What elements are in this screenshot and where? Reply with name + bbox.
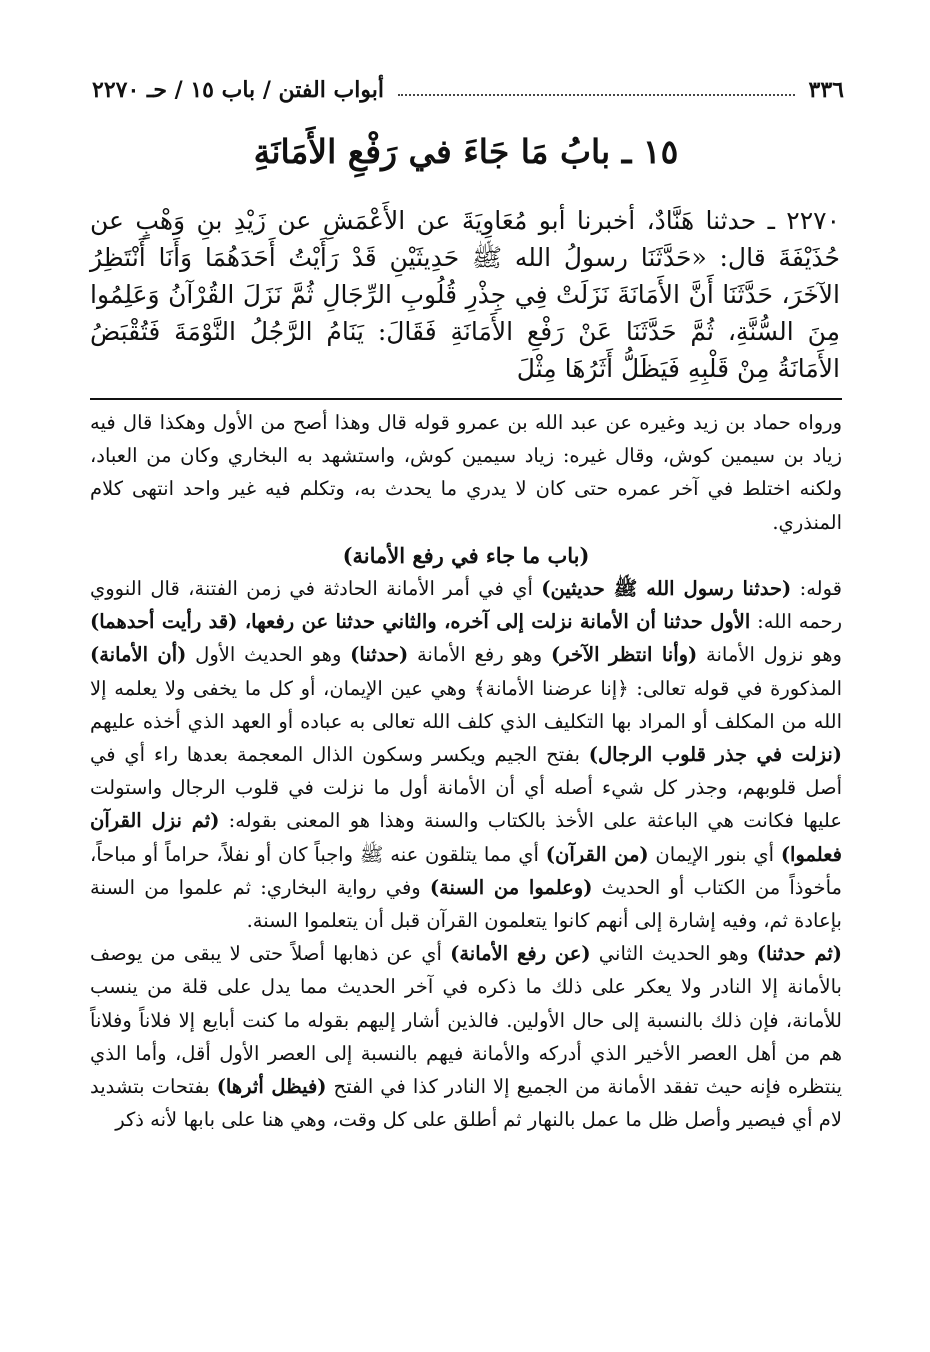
commentary-paragraph-1: قوله: (حدثنا رسول الله ﷺ حديثين) أي في أمر الأمانة الحادثة في زمن الفتنة، قال النووي رحمه الله: الأول حدثنا أن الأمانة نزلت إلى آخره، والثاني حدثنا عن رفعها، (قد رأيت أحدهما) وهو نزول الأمانة (وأنا انتظر الآخر) وهو رفع الأمانة (حدثنا) وهو الحديث الأول (أن الأمانة) المذكورة في قوله تعالى: ﴿إنا عرضنا الأمانة﴾ وهي عين الإيمان، أو كل ما يخفى ولا يعلمه إلا الله من المكلف أو المراد بها التكليف الذي كلف الله تعالى به عباده أو العهد الذي أخذه عليهم (نزلت في جذر قلوب الرجال) بفتح الجيم ويكسر وسكون الذال المعجمة بعدها راء أي في أصل قلوبهم، وجذر كل شيء أصله أي أن الأمانة أول ما نزلت في قلوب الرجال واستولت عليها فكانت هي الباعثة على الأخذ بالكتاب والسنة وهذا هو المعنى بقوله: (ثم نزل القرآن فعلموا) أي بنور الإيمان (من القرآن) أي مما يتلقون عنه ﷺ واجباً كان أو نفلاً، حراماً أو مباحاً، مأخوذاً من الكتاب أو الحديث (وعلموا من السنة) وفي رواية البخاري: ثم علموا من السنة بإعادة ثم، وفيه إشارة إلى أنهم كانوا يتعلمون القرآن قبل أن يتعلموا السنة. (90, 577, 842, 933)
header-dotted-leader (398, 84, 795, 96)
running-header (92, 70, 844, 110)
commentary-intro: ورواه حماد بن زيد وغيره عن عبد الله بن عمرو قوله قال وهذا أصح من الأول وهكذا قال فيه زياد بن سيمين كوش، وقال غيره: زياد سيمين كوش، واستشهد به البخاري وكان من العباد، ولكنه اختلط في آخر عمره حتى كان لا يدري ما يحدث به، وتكلم فيه غير واحد انتهى كلام المنذري. (90, 411, 842, 534)
hadith-text: ٢٢٧٠ ـ حدثنا هَنَّادٌ، أخبرنا أبو مُعَاوِيَةَ عن الأَعْمَشِ عن زَيْدِ بنِ وَهْبٍ عن حُذَيْفَةَ قال: «حَدَّثَنَا رسولُ الله ﷺ حَدِيثَيْنِ قَدْ رَأَيْتُ أَحَدَهُمَا وَأَنَا أَنْتَظِرُ الآخَرَ، حَدَّثَنَا أَنَّ الأَمَانَةَ نَزَلَتْ فِي جِذْرِ قُلُوبِ الرِّجَالِ ثُمَّ نَزَلَ القُرْآنُ وَعَلِمُوا مِنَ السُّنَّةِ، ثُمَّ حَدَّثَنَا عَنْ رَفْعِ الأَمَانَةِ فَقَالَ: يَنَامُ الرَّجُلُ النَّوْمَةَ فَتُقْبَضُ الأَمَانَةُ مِنْ قَلْبِهِ فَيَظَلُّ أَثَرُهَا مِثْلَ (90, 206, 840, 383)
chapter-title: ١٥ ـ بابُ مَا جَاءَ في رَفْعِ الأَمَانَةِ (253, 132, 679, 171)
footnote-separator (90, 398, 842, 400)
commentary-subheading: (باب ما جاء في رفع الأمانة) (342, 542, 590, 568)
page-number: ٣٣٦ (808, 77, 844, 103)
commentary-block (90, 406, 842, 1136)
running-title: أبواب الفتن / باب ١٥ / حـ ٢٢٧٠ (92, 77, 384, 103)
hadith-text-block (90, 202, 840, 387)
commentary-paragraph-2: (ثم حدثنا) وهو الحديث الثاني (عن رفع الأمانة) أي عن ذهابها أصلاً حتى لا يبقى من يوصف بالأمانة إلا النادر ولا يعكر على ذلك ما ذكره في آخر الحديث مما يدل على قلة من ينسب للأمانة، فإن ذلك بالنسبة إلى حال الأولين. فالذين أشار إليهم بقوله ما كنت أبايع إلا فلاناً وفلاناً هم من أهل العصر الأخير الذي أدركه والأمانة فيهم بالنسبة إلى العصر الأول أقل، وأما الذي ينتظره فإنه حيث تفقد الأمانة من الجميع إلا النادر كذا في الفتح (فيظل أثرها) بفتحات بتشديد لام أي فيصير وأصل ظل ما عمل بالنهار ثم أطلق على كل وقت، وهي هنا على بابها لأنه ذكر (90, 942, 843, 1132)
